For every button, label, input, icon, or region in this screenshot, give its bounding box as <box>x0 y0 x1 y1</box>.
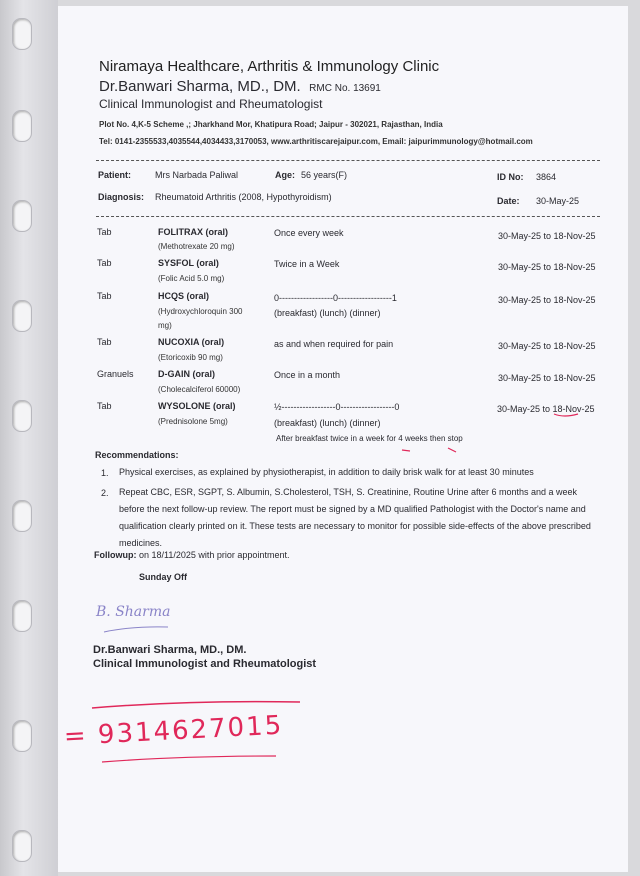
medicine-name: D-GAIN (oral) <box>158 369 215 379</box>
medicine-name: HCQS (oral) <box>158 291 210 301</box>
punch-hole <box>12 300 32 332</box>
medicine-generic: (Methotrexate 20 mg) <box>158 242 235 251</box>
date-label: Date: <box>497 196 520 206</box>
clinic-contact: Tel: 0141-2355533,4035544,4034433,3170053, www.arthritiscarejaipur.com, Email: jaipurimmunology@hotmail.com <box>99 137 533 146</box>
followup-text: on 18/11/2025 with prior appointment. <box>139 550 290 560</box>
medicine-name: WYSOLONE (oral) <box>158 401 236 411</box>
punch-hole <box>12 400 32 432</box>
punch-hole <box>12 500 32 532</box>
medicine-form: Tab <box>97 258 112 268</box>
punch-hole <box>12 720 32 752</box>
divider <box>96 160 600 161</box>
medicine-dose: Once every week <box>274 228 344 238</box>
doctor-signature-title: Clinical Immunologist and Rheumatologist <box>93 658 317 670</box>
binder-sleeve <box>0 0 58 876</box>
followup <box>94 550 289 560</box>
rec-number: 1. <box>101 468 109 478</box>
medicine-name: SYSFOL (oral) <box>158 258 219 268</box>
age-label: Age: <box>275 170 295 180</box>
medicine-name: NUCOXIA (oral) <box>158 337 225 347</box>
medicine-form: Tab <box>97 337 112 347</box>
id-label: ID No: <box>497 172 524 182</box>
diagnosis: Rheumatoid Arthritis (2008, Hypothyroidism) <box>155 192 332 202</box>
doctor-name: Dr.Banwari Sharma, MD., DM. <box>99 78 301 95</box>
medicine-dose: as and when required for pain <box>274 339 394 349</box>
medicine-dose: Twice in a Week <box>274 259 340 269</box>
medicine-form: Tab <box>97 291 112 301</box>
handwritten-phone: = 9314627015 <box>63 710 284 752</box>
clinic-address: Plot No. 4,K-5 Scheme ,; Jharkhand Mor, Khatipura Road; Jaipur - 302021, Rajasthan, India <box>99 120 443 129</box>
medicine-form: Granuels <box>97 369 134 379</box>
punch-hole <box>12 600 32 632</box>
medicine-note: After breakfast twice in a week for 4 weeks then stop <box>276 434 463 443</box>
medicine-generic: (Hydroxychloroquin 300 <box>158 307 243 316</box>
medicine-form: Tab <box>97 401 112 411</box>
punch-hole <box>12 110 32 142</box>
medicine-duration: 30-May-25 to 18-Nov-25 <box>498 262 596 272</box>
diagnosis-label: Diagnosis: <box>98 192 145 202</box>
medicine-dose: Once in a month <box>274 370 341 380</box>
medicine-duration: 30-May-25 to 18-Nov-25 <box>498 341 596 351</box>
punch-hole <box>12 830 32 862</box>
medicine-dose: ½------------------0------------------0 <box>274 402 400 412</box>
underline-mark <box>552 410 582 420</box>
punch-hole <box>12 200 32 232</box>
medicine-generic: (Cholecalciferol 60000) <box>158 385 241 394</box>
patient-age: 56 years(F) <box>301 170 348 180</box>
medicine-generic: (Prednisolone 5mg) <box>158 417 228 426</box>
medicine-form: Tab <box>97 227 112 237</box>
medicine-duration: 30-May-25 to 18-Nov-25 <box>498 373 596 383</box>
doctor-header <box>99 78 381 96</box>
patient-name: Mrs Narbada Paliwal <box>155 170 239 180</box>
punch-hole <box>12 18 32 50</box>
medicine-dose-timing: (breakfast) (lunch) (dinner) <box>274 418 381 428</box>
doctor-specialty: Clinical Immunologist and Rheumatologist <box>99 97 323 111</box>
medicine-duration: 30-May-25 to 18-Nov-25 <box>497 404 595 414</box>
medicine-generic-cont: mg) <box>158 321 172 330</box>
patient-id: 3864 <box>536 172 557 182</box>
followup-label: Followup: <box>94 550 137 560</box>
medicine-generic: (Folic Acid 5.0 mg) <box>158 274 225 283</box>
handwritten-signature: B. Sharma <box>96 604 171 620</box>
phone-underline <box>100 752 280 766</box>
signature-stroke <box>102 624 172 634</box>
medicine-dose-timing: (breakfast) (lunch) (dinner) <box>274 308 381 318</box>
patient-label: Patient: <box>98 170 132 180</box>
rmc-number: RMC No. 13691 <box>309 83 381 94</box>
medicine-duration: 30-May-25 to 18-Nov-25 <box>498 231 596 241</box>
rec-number: 2. <box>101 488 109 498</box>
medicine-duration: 30-May-25 to 18-Nov-25 <box>498 295 596 305</box>
medicine-generic: (Etoricoxib 90 mg) <box>158 353 223 362</box>
clinic-name: Niramaya Healthcare, Arthritis & Immunology Clinic <box>99 58 440 75</box>
rec-text: Physical exercises, as explained by physiotherapist, in addition to daily brisk walk for at least 30 minutes <box>119 467 534 477</box>
divider <box>96 216 600 217</box>
recommendations-title: Recommendations: <box>95 450 179 460</box>
doctor-signature-name: Dr.Banwari Sharma, MD., DM. <box>93 644 247 656</box>
prescription-date: 30-May-25 <box>536 196 580 206</box>
sunday-off: Sunday Off <box>139 572 188 582</box>
medicine-dose: 0------------------0------------------1 <box>274 293 397 303</box>
medicine-name: FOLITRAX (oral) <box>158 227 228 237</box>
rec-text: Repeat CBC, ESR, SGPT, S. Albumin, S.Cholesterol, TSH, S. Creatinine, Routine Urine after 6 months and a week before the next follow-up review. The report must be signed by a MD qualified Pathologist with the Doctor's name and qualification clearly printed on it. These tests are necessary to monitor for possible side-effects of the above prescribed medicines. <box>119 487 591 548</box>
